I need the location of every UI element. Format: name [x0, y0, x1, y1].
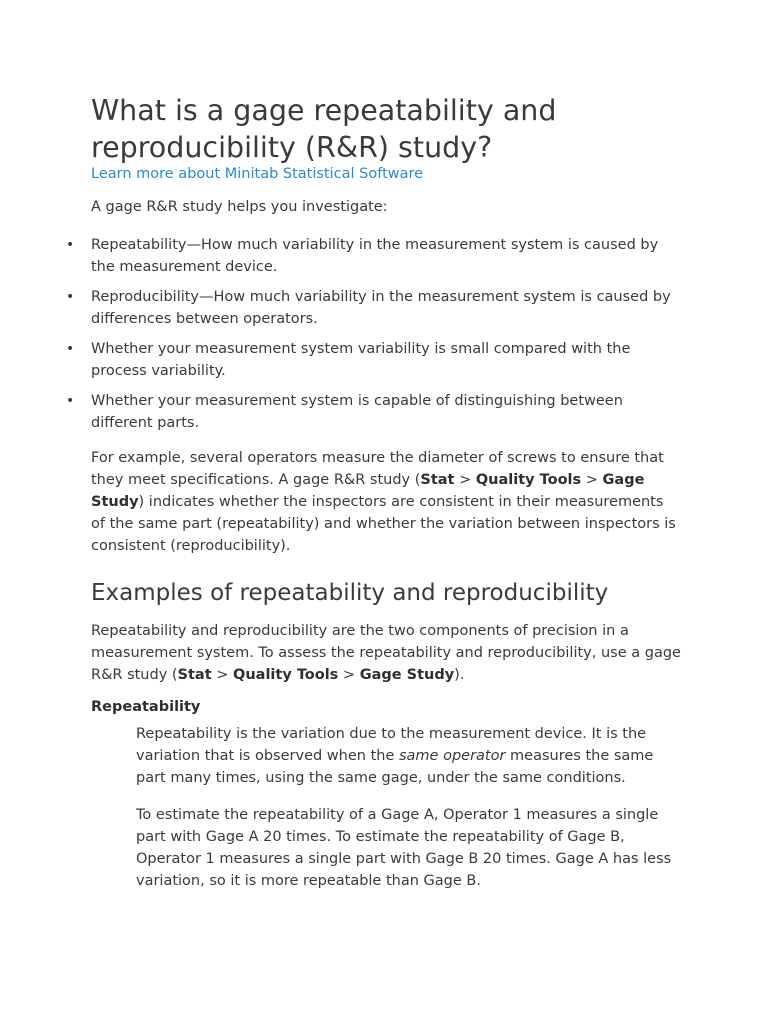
- repeatability-example: To estimate the repeatability of a Gage A, Operator 1 measures a single part with Gage A 20 times. To estimate the repeatability of Gage B, Operator 1 measures a single part with Gage B 20 times. Gage A has less variation, so it is more repeatable than Gage B.: [136, 807, 672, 889]
- list-item: [66, 338, 681, 382]
- repeatability-heading: Repeatability: [91, 699, 201, 715]
- menu-path-stat: Stat: [177, 667, 212, 683]
- bullet-icon: •: [66, 393, 75, 409]
- definition-text-end: measures the same part many times, using the same gage, under the same conditions.: [136, 748, 654, 786]
- example-text-start: For example, several operators measure the diameter of screws to ensure that they meet specifications. A gage R&R study (: [91, 450, 664, 488]
- menu-path-quality-tools: Quality Tools: [233, 667, 339, 683]
- components-text-start: Repeatability and reproducibility are the two components of precision in a measurement system. To assess the repeatability and reproducibility, use a gage R&R study (: [91, 623, 681, 683]
- list-item: [66, 234, 681, 278]
- list-item: [66, 286, 681, 330]
- menu-path-gage-study: Gage Study: [91, 472, 645, 510]
- article-body: [66, 92, 681, 892]
- page-title: What is a gage repeatability and reproducibility (R&R) study?: [91, 94, 557, 164]
- list-item-text: Whether your measurement system is capable of distinguishing between different parts.: [91, 393, 623, 431]
- menu-separator: >: [211, 667, 234, 683]
- menu-path-gage-study: Gage Study: [359, 667, 455, 683]
- menu-path-stat: Stat: [420, 472, 455, 488]
- menu-separator: >: [338, 667, 360, 683]
- repeatability-definition: [136, 723, 681, 789]
- components-text-end: ).: [454, 667, 465, 683]
- list-item-text: Whether your measurement system variability is small compared with the process variability.: [91, 341, 631, 379]
- intro-text: A gage R&R study helps you investigate:: [91, 199, 388, 215]
- bullet-icon: •: [66, 237, 75, 253]
- definition-text-start: Repeatability is the variation due to the measurement device. It is the variation that is observed when the: [136, 726, 647, 764]
- example-paragraph: [91, 447, 681, 557]
- bullet-icon: •: [66, 341, 75, 357]
- example-text-end: ) indicates whether the inspectors are consistent in their measurements of the same part (repeatability) and whether the variation between inspectors is consistent (reproducibility).: [91, 494, 676, 554]
- menu-path-quality-tools: Quality Tools: [475, 472, 582, 488]
- list-item-text: Repeatability—How much variability in the measurement system is caused by the measurement device.: [91, 237, 659, 275]
- components-paragraph: [91, 620, 681, 686]
- investigation-list: [66, 234, 681, 434]
- learn-more-link[interactable]: Learn more about Minitab Statistical Software: [91, 166, 424, 182]
- section-heading: Examples of repeatability and reproducibility: [91, 580, 609, 606]
- list-item: [66, 390, 681, 434]
- emphasis-text: same operator: [398, 748, 506, 764]
- list-item-text: Reproducibility—How much variability in the measurement system is caused by differences between operators.: [91, 289, 671, 327]
- bullet-icon: •: [66, 289, 75, 305]
- menu-separator: >: [454, 472, 476, 488]
- menu-separator: >: [581, 472, 603, 488]
